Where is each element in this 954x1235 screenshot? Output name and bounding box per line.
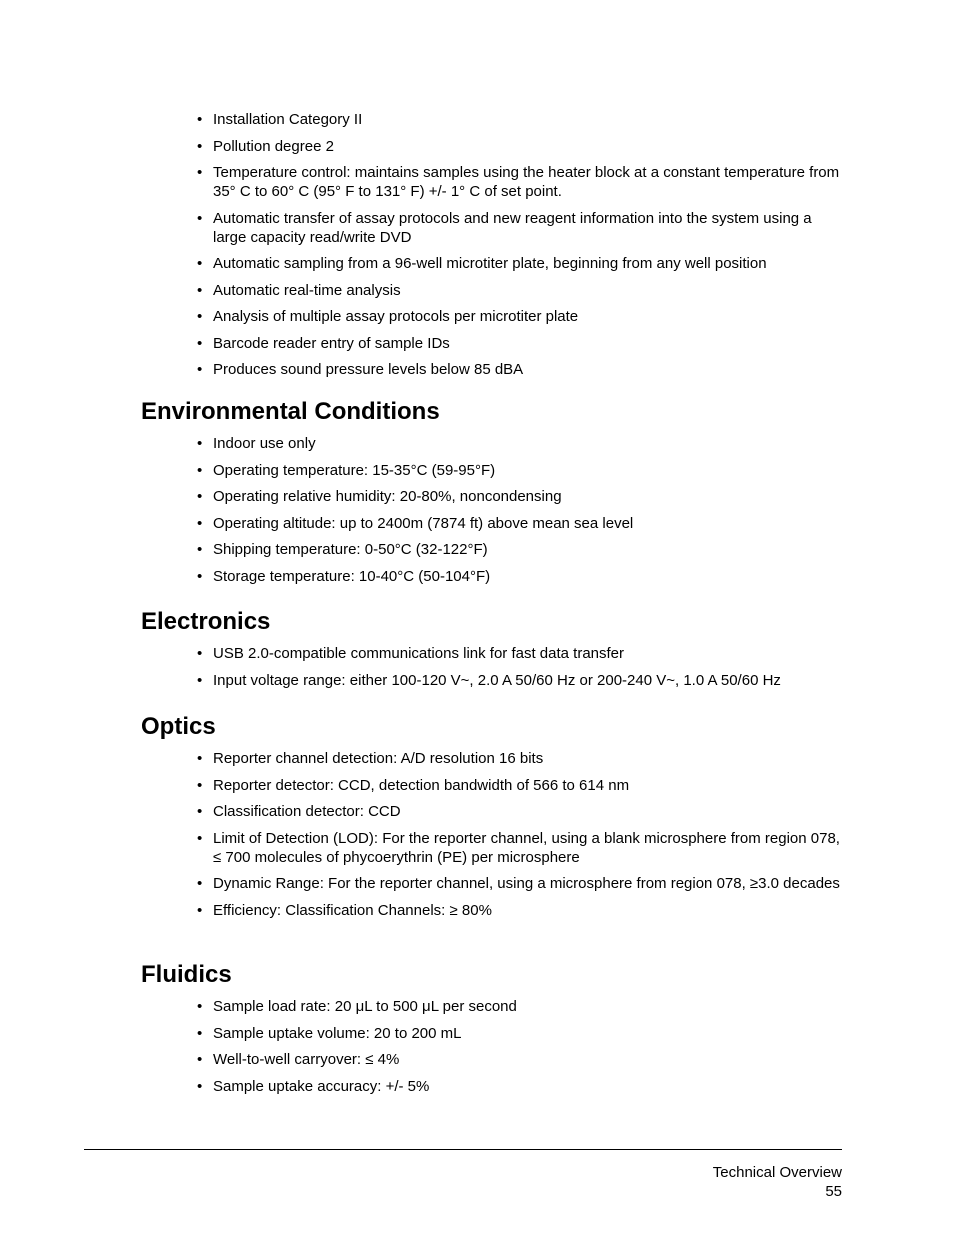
electronics-bullets [0, 644, 954, 690]
section-fluidics [0, 960, 954, 1103]
page-footer [713, 1163, 842, 1201]
list-item: • Operating temperature: 15-35°C (59-95°F) [197, 461, 496, 479]
list-item: • Barcode reader entry of sample IDs [197, 334, 450, 352]
list-item: • Dynamic Range: For the reporter channel, using a microsphere from region 078, ≥3.0 decades [197, 875, 840, 892]
list-item: • Limit of Detection (LOD): For the reporter channel, using a blank microsphere from region 078, ≤ 700 molecules of phycoerythrin (PE) per microsphere [197, 829, 840, 866]
list-item: • Indoor use only [197, 435, 316, 452]
section-heading: Fluidics [141, 961, 232, 988]
section-heading: Optics [141, 713, 216, 740]
list-item: • Reporter detector: CCD, detection bandwidth of 566 to 614 nm [197, 776, 630, 794]
list-item: • Automatic real-time analysis [197, 281, 401, 299]
list-item: • Automatic sampling from a 96-well microtiter plate, beginning from any well position [197, 255, 767, 272]
list-item: • Shipping temperature: 0-50°C (32-122°F) [197, 541, 488, 558]
section-optics [0, 712, 954, 927]
section-heading: Electronics [141, 608, 271, 635]
optics-bullets [0, 749, 954, 920]
list-item: • Well-to-well carryover: ≤ 4% [197, 1051, 400, 1068]
list-item: • Sample uptake volume: 20 to 200 mL [197, 1024, 462, 1042]
fluidics-bullets [0, 997, 954, 1096]
section-electronics [0, 607, 954, 697]
list-item: • USB 2.0-compatible communications link for fast data transfer [197, 645, 625, 662]
list-item: • Reporter channel detection: A/D resolution 16 bits [197, 750, 544, 767]
list-item: • Installation Category II [197, 111, 363, 128]
list-item: • Analysis of multiple assay protocols per microtiter plate [197, 308, 579, 325]
footer-divider [84, 1149, 842, 1150]
list-item: • Efficiency: Classification Channels: ≥ 80% [197, 901, 492, 919]
list-item: • Operating relative humidity: 20-80%, noncondensing [197, 488, 562, 505]
feature-list [0, 110, 954, 387]
section-heading: Environmental Conditions [141, 398, 440, 425]
list-item: • Produces sound pressure levels below 85 dBA [197, 361, 524, 378]
list-item: • Storage temperature: 10-40°C (50-104°F) [197, 567, 491, 585]
section-environmental [0, 397, 954, 593]
list-item: • Operating altitude: up to 2400m (7874 ft) above mean sea level [197, 514, 634, 532]
environmental-bullets [0, 434, 954, 586]
feature-bullets [0, 110, 954, 379]
footer-title: Technical Overview [712, 1164, 842, 1181]
list-item: • Sample load rate: 20 μL to 500 μL per second [197, 998, 517, 1015]
list-item: • Sample uptake accuracy: +/- 5% [197, 1077, 430, 1095]
list-item: • Automatic transfer of assay protocols and new reagent information into the system using a large capacity read/write DVD [197, 209, 812, 246]
list-item: • Pollution degree 2 [197, 137, 334, 155]
list-item: • Classification detector: CCD [197, 803, 401, 820]
page-number: 55 [825, 1183, 842, 1200]
list-item: • Temperature control: maintains samples using the heater block at a constant temperature from 35° C to 60° C (95° F to 131° F) +/- 1° C of set point. [197, 164, 840, 200]
list-item: • Input voltage range: either 100-120 V~, 2.0 A 50/60 Hz or 200-240 V~, 1.0 A 50/60 Hz [197, 671, 781, 689]
